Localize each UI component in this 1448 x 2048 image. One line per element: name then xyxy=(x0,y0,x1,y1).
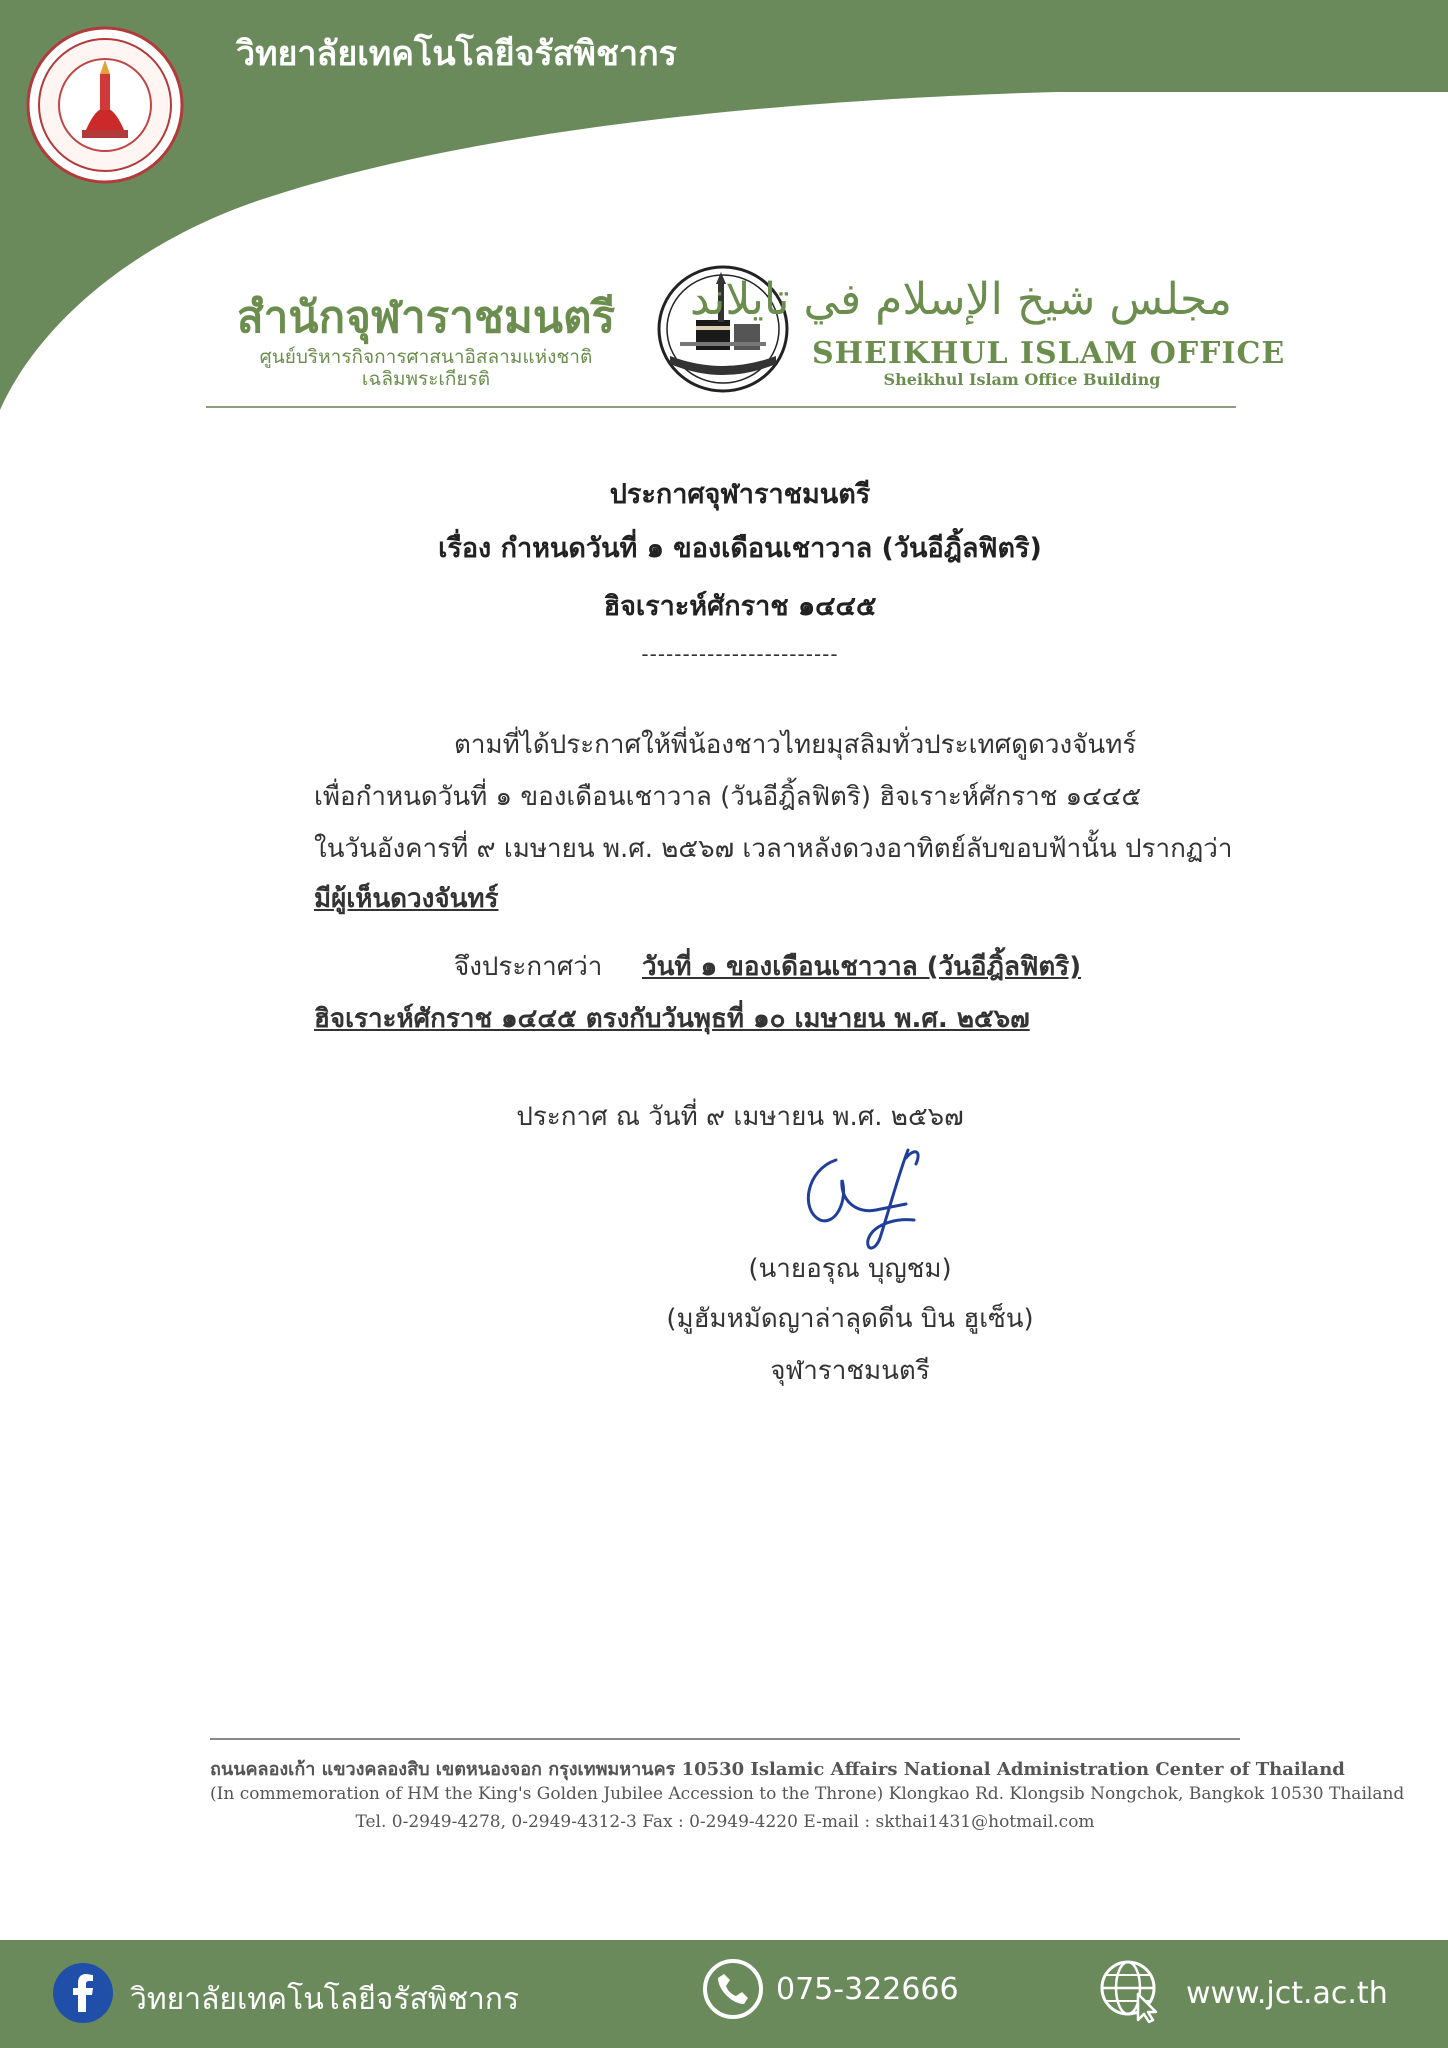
phone-number[interactable]: 075-322666 xyxy=(776,1972,959,2007)
college-name-header: วิทยาลัยเทคโนโลยีจรัสพิชากร xyxy=(236,34,677,74)
handwritten-signature xyxy=(796,1140,948,1260)
paragraph-1-line-4: มีผู้เห็นดวงจันทร์ xyxy=(314,884,499,914)
office-thai-subtitle-2: เฉลิมพระเกียรติ xyxy=(361,368,491,390)
facebook-link[interactable]: วิทยาลัยเทคโนโลยีจรัสพิชากร xyxy=(130,1982,520,2017)
website-link[interactable]: www.jct.ac.th xyxy=(1186,1976,1388,2011)
globe-cursor-icon xyxy=(1098,1958,1164,2024)
paragraph-1-line-2: เพื่อกำหนดวันที่ ๑ ของเดือนเชาวาล (วันอีฎิ้ลฟิตริ) ฮิจเราะห์ศักราช ๑๔๔๕ xyxy=(314,782,1142,812)
signer-position: จุฬาราชมนตรี xyxy=(770,1356,930,1386)
office-english-subtitle: Sheikhul Islam Office Building xyxy=(883,370,1161,389)
phone-icon xyxy=(702,1958,764,2020)
facebook-icon[interactable] xyxy=(52,1962,114,2024)
arabic-calligraphy-title: مجلس شيخ الإسلام في تايلاند xyxy=(689,274,1232,325)
office-english-title: SHEIKHUL ISLAM OFFICE xyxy=(812,336,1286,371)
contact-line: Tel. 0-2949-4278, 0-2949-4312-3 Fax : 0-2949-4220 E-mail : skthai1431@hotmail.com xyxy=(355,1812,1095,1832)
announcement-date: ประกาศ ณ วันที่ ๙ เมษายน พ.ศ. ๒๕๖๗ xyxy=(516,1102,964,1132)
paragraph-2-line-2: ฮิจเราะห์ศักราช ๑๔๔๕ ตรงกับวันพุธที่ ๑๐ เมษายน พ.ศ. ๒๕๖๗ xyxy=(314,1004,1030,1034)
office-thai-title: สำนักจุฬาราชมนตรี xyxy=(236,292,616,343)
signer-arabic-name: (มูฮัมหมัดญาล่าลุดดีน บิน ฮูเซ็น) xyxy=(666,1304,1034,1334)
paragraph-2-lead: จึงประกาศว่า xyxy=(454,952,603,982)
office-thai-subtitle-1: ศูนย์บริหารกิจการศาสนาอิสลามแห่งชาติ xyxy=(259,346,593,368)
signer-name: (นายอรุณ บุญชม) xyxy=(748,1254,952,1284)
address-line-2: (In commemoration of HM the King's Golden Jubilee Accession to the Throne) Klongkao Rd. Klongsib Nongchok, Bangkok 10530 Thailand xyxy=(210,1784,1405,1804)
heading-separator: ------------------------ xyxy=(641,642,839,666)
letterhead-divider xyxy=(206,406,1236,408)
announcement-subject: เรื่อง กำหนดวันที่ ๑ ของเดือนเชาวาล (วันอีฎิ้ลฟิตริ) xyxy=(438,533,1042,564)
letter-footer-divider xyxy=(210,1738,1240,1740)
announcement-heading: ประกาศจุฬาราชมนตรี xyxy=(609,479,871,510)
college-seal-logo xyxy=(26,26,184,184)
announcement-year: ฮิจเราะห์ศักราช ๑๔๔๕ xyxy=(603,591,877,622)
paragraph-1-line-1: ตามที่ได้ประกาศให้พี่น้องชาวไทยมุสลิมทั่วประเทศดูดวงจันทร์ xyxy=(454,730,1137,760)
address-line-1: ถนนคลองเก้า แขวงคลองสิบ เขตหนองจอก กรุงเทพมหานคร 10530 Islamic Affairs National Administration Center of Thailand xyxy=(210,1759,1345,1780)
paragraph-2-emphasis: วันที่ ๑ ของเดือนเชาวาล (วันอีฎิ้ลฟิตริ) xyxy=(642,952,1082,982)
paragraph-1-line-3: ในวันอังคารที่ ๙ เมษายน พ.ศ. ๒๕๖๗ เวลาหลังดวงอาทิตย์ลับขอบฟ้านั้น ปรากฏว่า xyxy=(314,834,1233,864)
